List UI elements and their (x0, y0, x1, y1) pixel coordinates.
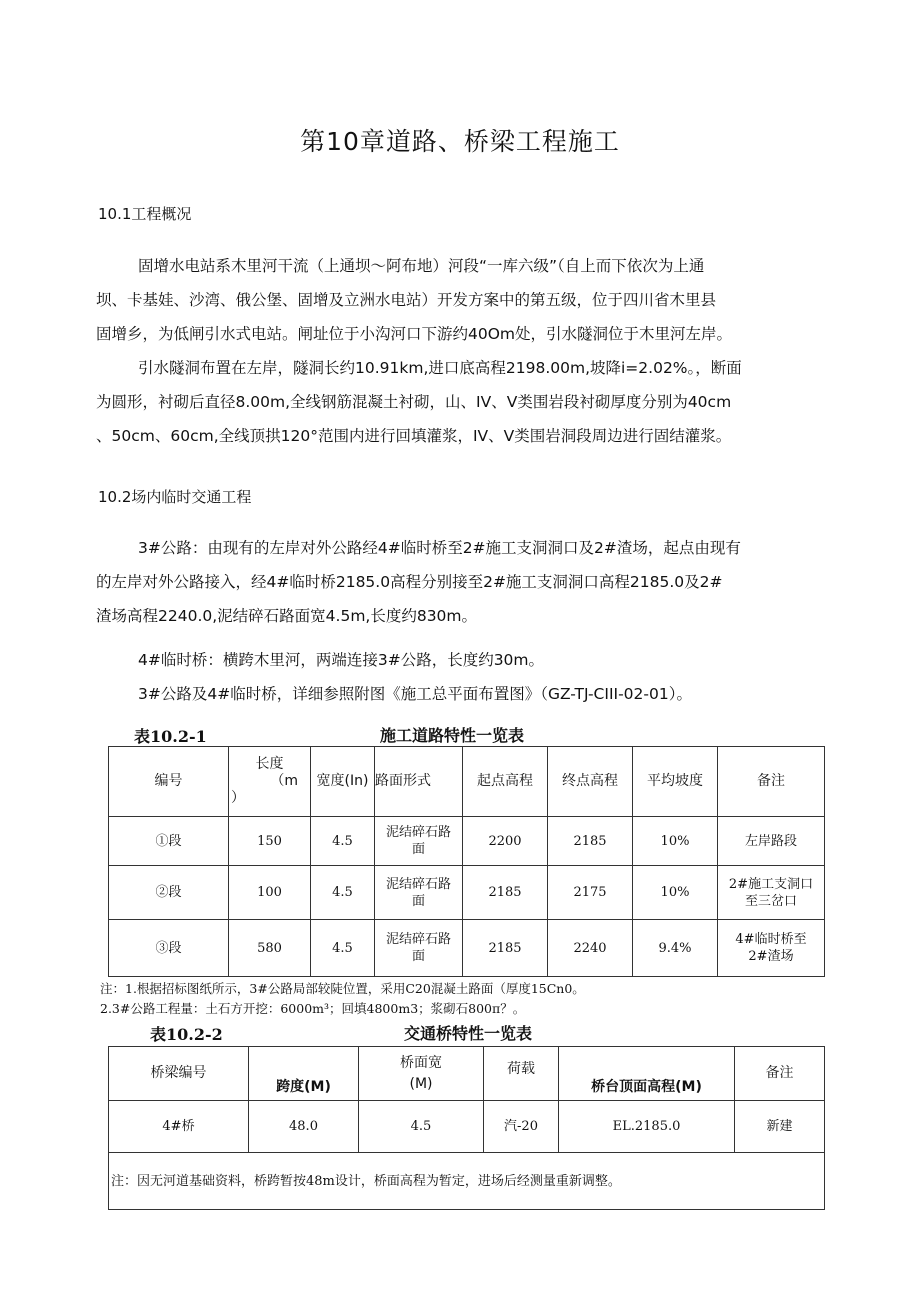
table-row (109, 1101, 825, 1153)
cell-width: 4.5 (311, 817, 375, 866)
header-start-elevation: 起点高程 (463, 747, 548, 817)
table-1-caption: 施工道路特性一览表 (380, 726, 525, 745)
cell-surface-line1: 泥结碎石路 (385, 825, 451, 840)
cell-remark (718, 866, 825, 920)
header-length-line1: 长度 (255, 756, 284, 772)
table-header-row (109, 747, 825, 817)
cell-surface-line2: 面 (411, 949, 425, 964)
cell-remark (718, 817, 825, 866)
header-width: 宽度(In) (311, 747, 375, 817)
cell-surface (375, 920, 463, 977)
header-end-elevation: 终点高程 (548, 747, 633, 817)
cell-end: 2240 (548, 920, 633, 977)
header-length-line2: （m (270, 773, 298, 789)
cell-remark: 新建 (735, 1101, 825, 1153)
table-row (109, 866, 825, 920)
paragraph-line: 渣场高程2240.0,泥结碎石路面宽4.5m,长度约830m。 (96, 607, 478, 625)
header-span: 跨度(M) (249, 1047, 359, 1101)
cell-surface-line1: 泥结碎石路 (385, 932, 451, 947)
cell-deck-width: 4.5 (359, 1101, 484, 1153)
cell-surface-line1: 泥结碎石路 (385, 876, 451, 892)
bridge-characteristics-table (108, 1046, 825, 1210)
cell-surface (375, 866, 463, 920)
cell-surface (375, 817, 463, 866)
cell-width: 4.5 (311, 920, 375, 977)
road-characteristics-table (108, 746, 825, 977)
cell-length: 100 (229, 866, 311, 920)
paragraph-line: 坝、卡基娃、沙湾、俄公堡、固增及立洲水电站）开发方案中的第五级，位于四川省木里县 (96, 291, 717, 309)
header-surface: 路面形式 (375, 747, 463, 817)
paragraph-line: 固增水电站系木里河干流（上通坝～阿布地）河段“一库六级”（自上而下依次为上通 (138, 257, 705, 275)
cell-id: ②段 (109, 866, 229, 920)
cell-width: 4.5 (311, 866, 375, 920)
cell-start: 2185 (463, 920, 548, 977)
section-heading-10-1: 10.1工程概况 (98, 205, 192, 223)
header-deck-width-line2: (M) (409, 1075, 433, 1092)
table-header-row (109, 1047, 825, 1101)
header-load: 荷载 (484, 1047, 559, 1101)
cell-remark-line2: 2#渣场 (748, 949, 794, 964)
header-abutment-elevation: 桥台顶面高程(M) (559, 1047, 735, 1101)
paragraph-line: 为圆形，衬砌后直径8.00m,全线钢筋混凝土衬砌，山、IV、V类围岩段衬砌厚度分别为40cm (96, 393, 732, 411)
paragraph-line: 、50cm、60cm,全线顶拱120°范围内进行回填灌浆，IV、V类围岩洞段周边进行固结灌浆。 (96, 427, 732, 445)
header-id: 编号 (109, 747, 229, 817)
table-2-caption: 交通桥特性一览表 (404, 1024, 533, 1043)
cell-start: 2185 (463, 866, 548, 920)
header-remark: 备注 (718, 747, 825, 817)
table-note-row (109, 1153, 825, 1210)
paragraph-line: 引水隧洞布置在左岸，隧洞长约10.91km,进口底高程2198.00m,坡降i=2.02%。，断面 (138, 359, 742, 377)
cell-surface-line2: 面 (411, 893, 425, 909)
section-10-2-paragraph-3: 3#公路及4#临时桥，详细参照附图《施工总平面布置图》（GZ-TJ-CIII-02-01）。 (138, 685, 692, 703)
table-row (109, 920, 825, 977)
header-length (229, 747, 311, 817)
header-bridge-id: 桥梁编号 (109, 1047, 249, 1101)
cell-end: 2175 (548, 866, 633, 920)
cell-slope: 10% (633, 866, 718, 920)
table-1-note-1: 注：1.根据招标图纸所示，3#公路局部较陡位置，采用C20混凝土路面（厚度15Cn0。 (100, 981, 585, 996)
cell-remark-line2: 至三岔口 (744, 893, 797, 909)
cell-span: 48.0 (249, 1101, 359, 1153)
cell-end: 2185 (548, 817, 633, 866)
table-1-label: 表10.2-1 (134, 727, 207, 746)
section-heading-10-2: 10.2场内临时交通工程 (98, 488, 252, 506)
cell-start: 2200 (463, 817, 548, 866)
paragraph-line: 固增乡，为低闸引水式电站。闸址位于小沟河口下游约40Om处，引水隧洞位于木里河左岸。 (96, 325, 733, 343)
header-slope: 平均坡度 (633, 747, 718, 817)
paragraph-line: 3#公路：由现有的左岸对外公路经4#临时桥至2#施工支洞洞口及2#渣场，起点由现有 (138, 539, 741, 557)
cell-surface-line2: 面 (411, 842, 425, 857)
cell-remark-line1: 4#临时桥至 (735, 932, 807, 947)
table-1-note-2: 2.3#公路工程量：土石方开挖：6000m³；回填4800m3；浆砌石800π？。 (100, 1001, 526, 1016)
cell-length: 580 (229, 920, 311, 977)
cell-id: ③段 (109, 920, 229, 977)
table-2-note: 注：因无河道基础资料，桥跨暂按48m设计，桥面高程为暂定，进场后经测量重新调整。 (109, 1153, 825, 1210)
header-deck-width (359, 1047, 484, 1101)
cell-bridge-id: 4#桥 (109, 1101, 249, 1153)
paragraph-line: 的左岸对外公路接入，经4#临时桥2185.0高程分别接至2#施工支洞洞口高程2185.0及2# (96, 573, 723, 591)
cell-length: 150 (229, 817, 311, 866)
table-2-label: 表10.2-2 (150, 1025, 223, 1044)
table-row (109, 817, 825, 866)
header-deck-width-line1: 桥面宽 (400, 1054, 442, 1071)
cell-slope: 10% (633, 817, 718, 866)
cell-remark (718, 920, 825, 977)
header-remark: 备注 (735, 1047, 825, 1101)
cell-abutment-elevation: EL.2185.0 (559, 1101, 735, 1153)
cell-remark-line1: 左岸路段 (744, 833, 797, 849)
header-length-line3: ） (231, 790, 245, 806)
cell-id: ①段 (109, 817, 229, 866)
cell-load: 汽-20 (484, 1101, 559, 1153)
section-10-2-paragraph-2: 4#临时桥：横跨木里河，两端连接3#公路，长度约30m。 (138, 651, 545, 669)
cell-slope: 9.4% (633, 920, 718, 977)
page-title: 第10章道路、桥梁工程施工 (300, 127, 620, 156)
cell-remark-line1: 2#施工支洞口 (728, 876, 814, 892)
